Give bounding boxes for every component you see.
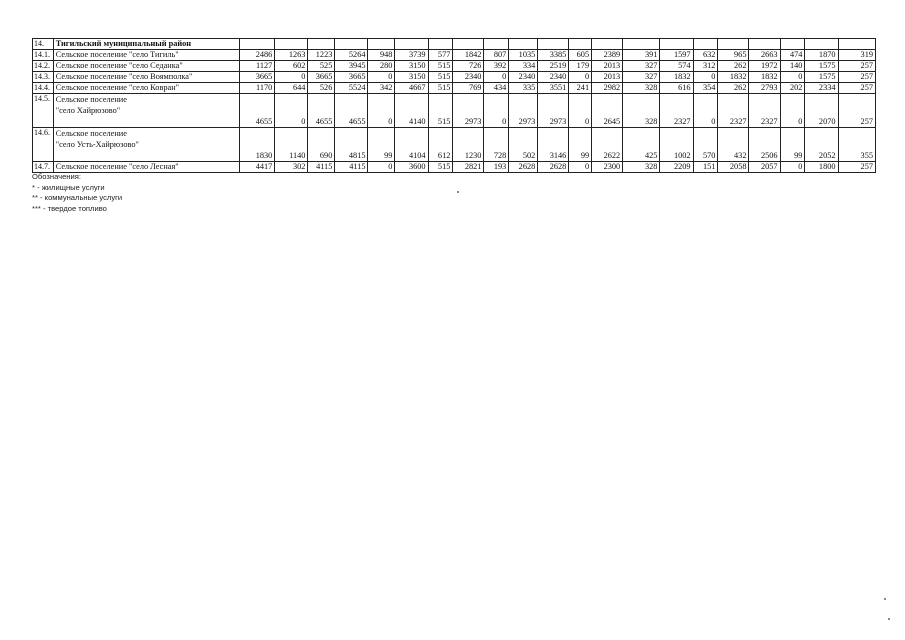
- row-name: Сельское поселение "село Тигиль": [53, 50, 239, 61]
- table-cell: 2334: [805, 83, 838, 94]
- table-cell: 257: [838, 61, 875, 72]
- row-name: Сельское поселение "село Ковран": [53, 83, 239, 94]
- table-cell: 392: [484, 61, 509, 72]
- table-body: [33, 39, 876, 173]
- table-cell: 690: [308, 128, 335, 162]
- table-cell: 2070: [805, 94, 838, 128]
- table-cell: 4655: [335, 94, 368, 128]
- row-number: 14.2.: [33, 61, 54, 72]
- table-cell: 391: [623, 50, 660, 61]
- table-cell: 4115: [308, 162, 335, 173]
- table-cell: 1832: [660, 72, 693, 83]
- table-cell: 965: [718, 50, 749, 61]
- table-cell: 1832: [718, 72, 749, 83]
- table-cell: 2340: [453, 72, 484, 83]
- table-cell: 179: [569, 61, 592, 72]
- table-cell: 2327: [718, 94, 749, 128]
- table-cell: 502: [509, 128, 538, 162]
- table-cell: 5524: [335, 83, 368, 94]
- table-cell: 0: [569, 72, 592, 83]
- table-cell: 328: [623, 83, 660, 94]
- scan-speck: [888, 618, 890, 620]
- table-cell: 3600: [395, 162, 428, 173]
- table-cell: 1972: [749, 61, 780, 72]
- table-cell: 241: [569, 83, 592, 94]
- table-cell: 1230: [453, 128, 484, 162]
- table-cell: 525: [308, 61, 335, 72]
- table-cell: 2622: [592, 128, 623, 162]
- table-cell: 1035: [509, 50, 538, 61]
- table-cell: 2973: [538, 94, 569, 128]
- row-number: 14.3.: [33, 72, 54, 83]
- table-cell: 2327: [749, 94, 780, 128]
- table-cell: 2300: [592, 162, 623, 173]
- table-cell: 632: [693, 50, 718, 61]
- table-cell: 0: [780, 162, 805, 173]
- row-number: 14.4.: [33, 83, 54, 94]
- table-cell: 515: [428, 162, 453, 173]
- table-cell: 327: [623, 61, 660, 72]
- row-name-line2: "село Усть-Хайрюзово": [55, 140, 139, 149]
- table-cell: 526: [308, 83, 335, 94]
- table-cell: 0: [693, 94, 718, 128]
- table-cell: 342: [368, 83, 395, 94]
- table-cell: 1575: [805, 61, 838, 72]
- table-cell: 3551: [538, 83, 569, 94]
- table-row: [33, 72, 876, 83]
- table-cell: 2389: [592, 50, 623, 61]
- table-cell: 262: [718, 61, 749, 72]
- table-cell: 1575: [805, 72, 838, 83]
- table-cell: 3150: [395, 72, 428, 83]
- table-cell: 0: [368, 72, 395, 83]
- table-cell: 2013: [592, 72, 623, 83]
- table-cell: 612: [428, 128, 453, 162]
- table-cell: 327: [623, 72, 660, 83]
- table-cell: 202: [780, 83, 805, 94]
- legend: [32, 172, 122, 214]
- table-cell: 1140: [275, 128, 308, 162]
- table-cell: 616: [660, 83, 693, 94]
- table-row: [33, 162, 876, 173]
- table-cell: 1002: [660, 128, 693, 162]
- table-cell: 3385: [538, 50, 569, 61]
- table-cell: 2506: [749, 128, 780, 162]
- table-cell: 0: [484, 72, 509, 83]
- table-cell: 355: [838, 128, 875, 162]
- table-cell: 1170: [240, 83, 275, 94]
- legend-title: Обозначения:: [32, 172, 81, 181]
- table-cell: 257: [838, 94, 875, 128]
- table-cell: 319: [838, 50, 875, 61]
- table-cell: 769: [453, 83, 484, 94]
- table-row: [33, 94, 876, 128]
- row-name: [53, 128, 239, 162]
- table-cell: 3665: [240, 72, 275, 83]
- table-cell: 99: [780, 128, 805, 162]
- table-cell: 334: [509, 61, 538, 72]
- table-cell: 2973: [453, 94, 484, 128]
- table-cell: 4104: [395, 128, 428, 162]
- table-cell: 354: [693, 83, 718, 94]
- scan-speck: [884, 598, 886, 600]
- table-cell: 948: [368, 50, 395, 61]
- table-cell: 328: [623, 162, 660, 173]
- table-cell: 574: [660, 61, 693, 72]
- row-name: Сельское поселение "село Лесная": [53, 162, 239, 173]
- table-cell: 328: [623, 94, 660, 128]
- section-name: Тигильский муниципальный район: [53, 39, 239, 50]
- table-cell: 151: [693, 162, 718, 173]
- table-cell: 570: [693, 128, 718, 162]
- table-cell: 3146: [538, 128, 569, 162]
- table-cell: 0: [368, 162, 395, 173]
- table-cell: 140: [780, 61, 805, 72]
- row-number: 14.7.: [33, 162, 54, 173]
- table-cell: 0: [368, 94, 395, 128]
- table-cell: 312: [693, 61, 718, 72]
- table-cell: 0: [275, 94, 308, 128]
- row-number: 14.1.: [33, 50, 54, 61]
- table-cell: 605: [569, 50, 592, 61]
- table-row: [33, 61, 876, 72]
- table-cell: 1127: [240, 61, 275, 72]
- table-cell: 1800: [805, 162, 838, 173]
- table-cell: 2327: [660, 94, 693, 128]
- table-cell: 4655: [240, 94, 275, 128]
- row-name: [53, 94, 239, 128]
- data-table: [32, 38, 876, 173]
- table-cell: 4115: [335, 162, 368, 173]
- table-cell: 515: [428, 61, 453, 72]
- table-cell: 2628: [509, 162, 538, 173]
- table-cell: 728: [484, 128, 509, 162]
- table-cell: 4140: [395, 94, 428, 128]
- table-cell: 2973: [509, 94, 538, 128]
- table-cell: 2793: [749, 83, 780, 94]
- table-cell: 2982: [592, 83, 623, 94]
- table-cell: 2628: [538, 162, 569, 173]
- table-cell: 4667: [395, 83, 428, 94]
- table-cell: 280: [368, 61, 395, 72]
- table-cell: 3665: [335, 72, 368, 83]
- table-cell: 577: [428, 50, 453, 61]
- table-cell: 3150: [395, 61, 428, 72]
- table-cell: 1842: [453, 50, 484, 61]
- table-cell: 3665: [308, 72, 335, 83]
- table-cell: 4815: [335, 128, 368, 162]
- table-cell: 602: [275, 61, 308, 72]
- legend-item-solid-fuel: *** - твердое топливо: [32, 203, 107, 213]
- table-cell: 1223: [308, 50, 335, 61]
- row-name: Сельское поселение "село Воямполка": [53, 72, 239, 83]
- data-table-container: [32, 38, 876, 173]
- table-cell: 726: [453, 61, 484, 72]
- table-cell: 2057: [749, 162, 780, 173]
- table-cell: 2052: [805, 128, 838, 162]
- table-cell: 99: [569, 128, 592, 162]
- table-cell: 2519: [538, 61, 569, 72]
- table-cell: 1832: [749, 72, 780, 83]
- table-row: [33, 83, 876, 94]
- table-cell: 515: [428, 72, 453, 83]
- table-cell: 2821: [453, 162, 484, 173]
- table-cell: 1597: [660, 50, 693, 61]
- table-cell: 0: [275, 72, 308, 83]
- legend-item-housing: * - жилищные услуги: [32, 182, 105, 192]
- table-cell: 0: [780, 94, 805, 128]
- table-cell: 2340: [509, 72, 538, 83]
- row-name-line1: Сельское поселение: [55, 95, 127, 104]
- table-cell: 302: [275, 162, 308, 173]
- table-cell: 2340: [538, 72, 569, 83]
- legend-item-utilities: ** - коммунальные услуги: [32, 193, 123, 202]
- row-name-line2: "село Хайрюзово": [55, 106, 121, 115]
- row-number: 14.6.: [33, 128, 54, 162]
- table-cell: 515: [428, 94, 453, 128]
- table-cell: 0: [693, 72, 718, 83]
- row-name-line1: Сельское поселение: [55, 129, 127, 138]
- table-cell: 3945: [335, 61, 368, 72]
- table-cell: 2645: [592, 94, 623, 128]
- table-cell: 0: [569, 94, 592, 128]
- section-number: 14.: [33, 39, 54, 50]
- table-row: [33, 128, 876, 162]
- table-cell: 99: [368, 128, 395, 162]
- table-cell: 0: [484, 94, 509, 128]
- table-cell: 515: [428, 83, 453, 94]
- scan-speck: [457, 191, 459, 193]
- table-cell: 0: [780, 72, 805, 83]
- table-cell: 5264: [335, 50, 368, 61]
- table-cell: 257: [838, 162, 875, 173]
- table-cell: 262: [718, 83, 749, 94]
- table-cell: 1830: [240, 128, 275, 162]
- table-cell: 257: [838, 72, 875, 83]
- table-cell: 2209: [660, 162, 693, 173]
- table-cell: 474: [780, 50, 805, 61]
- table-cell: 425: [623, 128, 660, 162]
- table-cell: 4655: [308, 94, 335, 128]
- table-cell: 1870: [805, 50, 838, 61]
- table-cell: 807: [484, 50, 509, 61]
- table-cell: 2486: [240, 50, 275, 61]
- row-name: Сельское поселение "село Седанка": [53, 61, 239, 72]
- table-cell: 1263: [275, 50, 308, 61]
- table-cell: 335: [509, 83, 538, 94]
- table-cell: 644: [275, 83, 308, 94]
- table-cell: 257: [838, 83, 875, 94]
- table-cell: 0: [569, 162, 592, 173]
- table-cell: 2058: [718, 162, 749, 173]
- row-number: 14.5.: [33, 94, 54, 128]
- table-cell: 2013: [592, 61, 623, 72]
- table-row: [33, 50, 876, 61]
- table-cell: 193: [484, 162, 509, 173]
- table-cell: 2663: [749, 50, 780, 61]
- section-row: [33, 39, 876, 50]
- table-cell: 4417: [240, 162, 275, 173]
- table-cell: 3739: [395, 50, 428, 61]
- table-cell: 434: [484, 83, 509, 94]
- table-cell: 432: [718, 128, 749, 162]
